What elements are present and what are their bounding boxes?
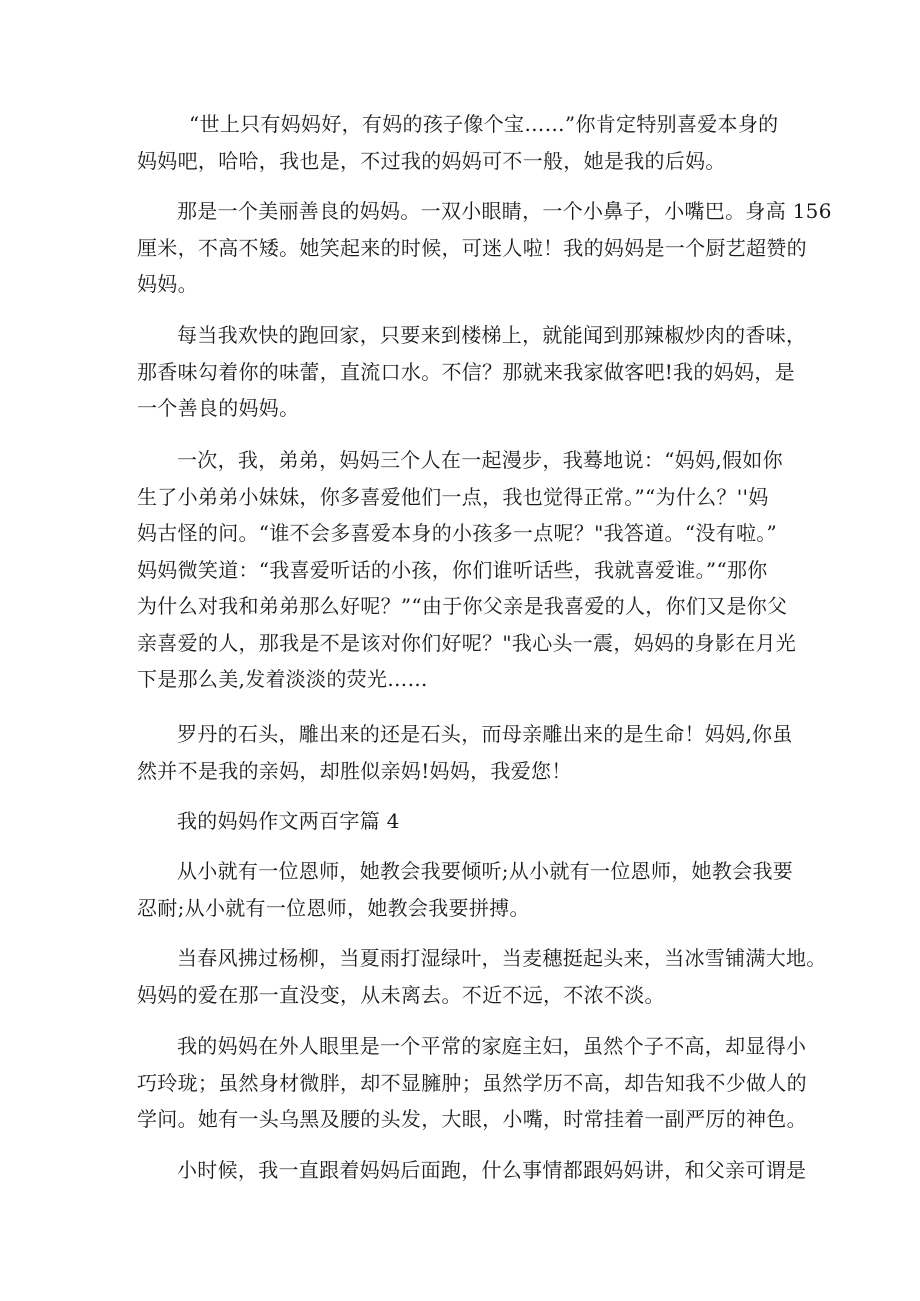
paragraph-line xyxy=(137,317,807,354)
line-text: “世上只有妈妈好，有妈的孩子像个宝……”你肯定特别喜爱本身的 xyxy=(189,112,779,136)
paragraph-line xyxy=(137,354,797,391)
line-text: 那香味勾着你的味蕾，直流口水。不信？那就来我家做客吧!我的妈妈，是 xyxy=(137,359,795,384)
paragraph-10 xyxy=(137,1152,807,1189)
paragraph-line xyxy=(137,1028,807,1065)
line-text: 妈妈微笑道：“我喜爱听话的小孩，你们谁听话些，我就喜爱谁。”“那你 xyxy=(137,557,768,582)
line-text: 然并不是我的亲妈，却胜似亲妈!妈妈，我爱您！ xyxy=(137,758,572,783)
paragraph-line xyxy=(137,753,797,790)
line-text: 厘米，不高不矮。她笑起来的时候，可迷人啦！我的妈妈是一个厨艺超赞的 xyxy=(137,235,807,260)
paragraph-line xyxy=(137,853,797,890)
paragraph-9 xyxy=(137,1028,807,1138)
paragraph-line xyxy=(137,625,797,662)
line-text: 一个善良的妈妈。 xyxy=(137,396,300,420)
paragraph-line xyxy=(137,890,797,927)
heading-text: 我的妈妈作文两百字篇 4 xyxy=(177,809,400,833)
paragraph-line xyxy=(137,266,797,303)
paragraph-2 xyxy=(137,193,832,303)
line-text: 每当我欢快的跑回家，只要来到楼梯上，就能闻到那辣椒炒肉的香味， xyxy=(177,323,807,347)
line-text: 生了小弟弟小妹妹，你多喜爱他们一点，我也觉得正常。”“为什么？''妈 xyxy=(137,484,769,509)
paragraph-4 xyxy=(137,442,797,698)
paragraph-line xyxy=(137,390,797,427)
paragraph-line xyxy=(137,106,797,143)
paragraph-line xyxy=(137,1101,807,1138)
paragraph-7 xyxy=(137,853,797,926)
paragraph-line xyxy=(137,1152,807,1189)
line-text: 为什么对我和弟弟那么好呢？”“由于你父亲是我喜爱的人，你们又是你父 xyxy=(137,594,788,618)
line-text: 忍耐;从小就有一位恩师，她教会我要拼搏。 xyxy=(137,895,530,920)
section-heading xyxy=(137,803,797,840)
line-text: 巧玲珑；虽然身材微胖，却不显臃肿；虽然学历不高，却告知我不少做人的 xyxy=(137,1070,807,1095)
paragraph-line xyxy=(137,193,832,230)
paragraph-line xyxy=(137,940,827,977)
line-text: 小时候，我一直跟着妈妈后面跑，什么事情都跟妈妈讲，和父亲可谓是 xyxy=(177,1158,807,1182)
line-text: 一次，我，弟弟，妈妈三个人在一起漫步，我蓦地说：“妈妈,假如你 xyxy=(177,448,783,472)
line-text: 那是一个美丽善良的妈妈。一双小眼睛，一个小鼻子，小嘴巴。身高 156 xyxy=(177,199,832,223)
line-text: 当春风拂过杨柳，当夏雨打湿绿叶，当麦穗挺起头来，当冰雪铺满大地。 xyxy=(177,946,827,970)
line-text: 学问。她有一头乌黑及腰的头发，大眼，小嘴，时常挂着一副严厉的神色。 xyxy=(137,1107,807,1131)
paragraph-line xyxy=(137,716,797,753)
line-text: 罗丹的石头，雕出来的还是石头，而母亲雕出来的是生命！妈妈,你虽 xyxy=(177,722,793,746)
line-text: 妈妈吧，哈哈，我也是，不过我的妈妈可不一般，她是我的后妈。 xyxy=(137,148,726,173)
paragraph-line xyxy=(137,230,807,267)
paragraph-line xyxy=(137,143,797,180)
paragraph-5 xyxy=(137,716,797,789)
paragraph-line xyxy=(137,442,797,479)
paragraph-line xyxy=(137,977,797,1014)
paragraph-line xyxy=(137,479,797,516)
paragraph-line xyxy=(137,661,797,698)
paragraph-1 xyxy=(137,106,797,179)
paragraph-8 xyxy=(137,940,827,1013)
line-text: 亲喜爱的人，那我是不是该对你们好呢？"我心头一震，妈妈的身影在月光 xyxy=(137,630,797,655)
paragraph-line xyxy=(137,1065,807,1102)
line-text: 妈妈。 xyxy=(137,272,198,296)
line-text: 妈古怪的问。“谁不会多喜爱本身的小孩多一点呢？"我答道。“没有啦。” xyxy=(137,521,778,545)
line-text: 妈妈的爱在那一直没变，从未离去。不近不远，不浓不淡。 xyxy=(137,982,665,1007)
paragraph-line xyxy=(137,588,797,625)
line-text: 从小就有一位恩师，她教会我要倾听;从小就有一位恩师，她教会我要 xyxy=(177,859,794,883)
paragraph-3 xyxy=(137,317,807,427)
line-text: 下是那么美,发着淡淡的荧光…… xyxy=(137,667,428,691)
paragraph-line xyxy=(137,552,797,589)
line-text: 我的妈妈在外人眼里是一个平常的家庭主妇，虽然个子不高，却显得小 xyxy=(177,1034,807,1058)
heading-line xyxy=(137,803,797,840)
paragraph-line xyxy=(137,515,797,552)
